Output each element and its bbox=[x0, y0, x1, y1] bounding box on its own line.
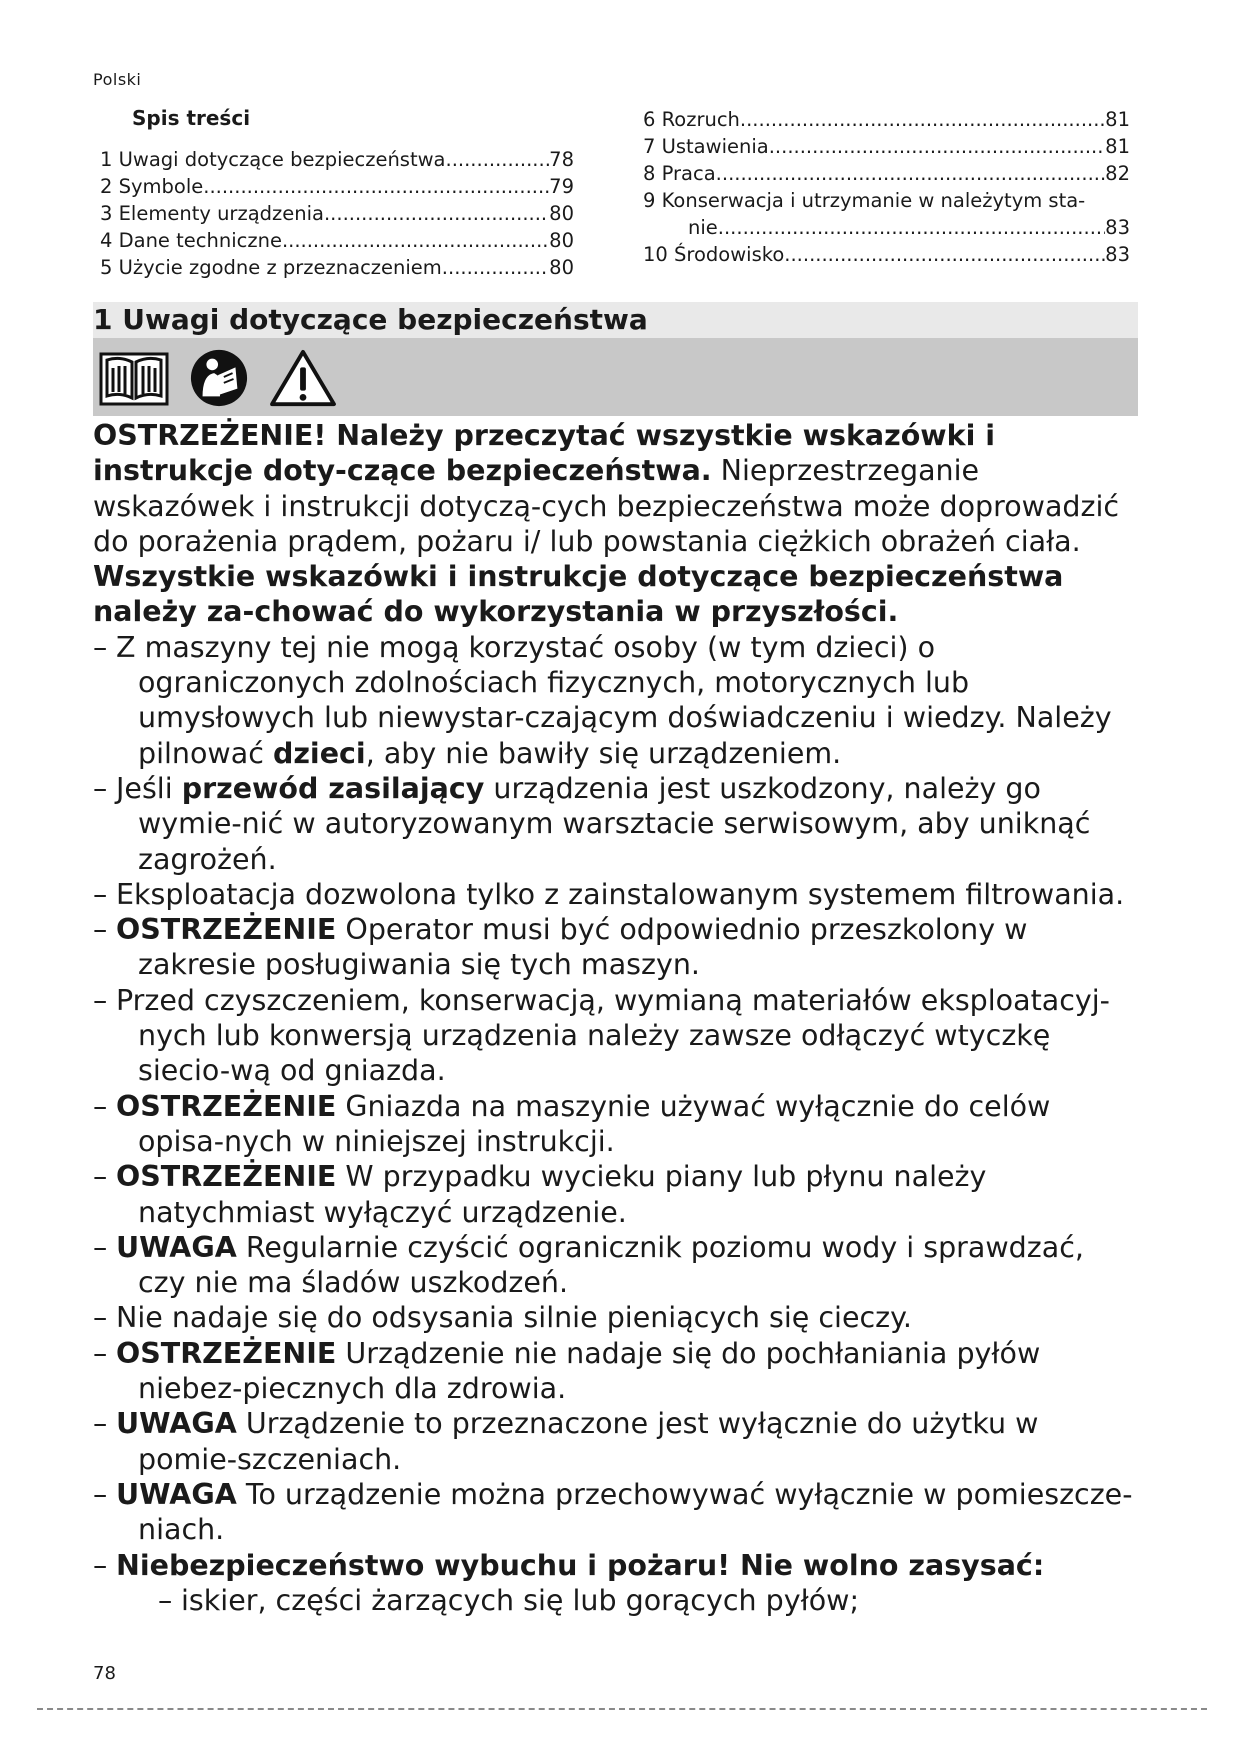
toc-entry[interactable]: 9 Konserwacja i utrzymanie w należytym sta- bbox=[643, 189, 1086, 212]
language-label: Polski bbox=[93, 70, 142, 89]
list-item: – OSTRZEŻENIE Urządzenie nie nadaje się do pochłaniania pyłów niebez-piecznych dla zdrowia. bbox=[93, 1336, 1041, 1406]
toc-entry[interactable]: 4 Dane techniczne ..... 80 bbox=[100, 227, 574, 254]
toc-title: Spis treści bbox=[132, 106, 251, 130]
list-item: – UWAGA To urządzenie można przechowywać wyłącznie w pomieszcze-niach. bbox=[93, 1477, 1133, 1547]
list-item: – Niebezpieczeństwo wybuchu i pożaru! Nie wolno zasysać: bbox=[93, 1548, 1045, 1582]
toc-right-column bbox=[643, 106, 1130, 268]
list-item: – OSTRZEŻENIE Operator musi być odpowiednio przeszkolony w zakresie posługiwania się tych maszyn. bbox=[93, 913, 1028, 982]
list-item: – OSTRZEŻENIE Gniazda na maszynie używać wyłącznie do celów opisa-nych w niniejszej instrukcji. bbox=[93, 1089, 1051, 1158]
list-item: – OSTRZEŻENIE W przypadku wycieku piany lub płynu należy natychmiast wyłączyć urządzenie. bbox=[93, 1160, 987, 1229]
warning-triangle-icon bbox=[268, 348, 338, 408]
list-item: – UWAGA Regularnie czyścić ogranicznik poziomu wody i sprawdzać, czy nie ma śladów uszkodzeń. bbox=[93, 1230, 1084, 1300]
toc-entry[interactable]: 1 Uwagi dotyczące bezpieczeństwa ..... 78 bbox=[100, 146, 574, 173]
keep-instructions-paragraph: Wszystkie wskazówki i instrukcje dotyczące bezpieczeństwa należy za-chować do wykorzystania w przyszłości. bbox=[93, 560, 1064, 629]
list-item: – Nie nadaje się do odsysania silnie pieniących się cieczy. bbox=[93, 1301, 912, 1335]
toc-entry[interactable]: nie ..... 83 bbox=[643, 214, 1130, 241]
section-title: 1 Uwagi dotyczące bezpieczeństwa bbox=[93, 303, 648, 336]
toc-left-column bbox=[100, 146, 574, 281]
list-item: – Jeśli przewód zasilający urządzenia jest uszkodzony, należy go wymie-nić w autoryzowanym warsztacie serwisowym, aby uniknąć zagrożeń. bbox=[93, 771, 1091, 876]
safety-instructions bbox=[93, 418, 1138, 1618]
toc-entry[interactable]: 2 Symbole ..... 79 bbox=[100, 173, 574, 200]
toc-entry[interactable]: 10 Środowisko ..... 83 bbox=[643, 241, 1130, 268]
manual-book-icon bbox=[98, 348, 170, 408]
toc-entry[interactable]: 6 Rozruch ..... 81 bbox=[643, 106, 1130, 133]
toc-entry[interactable]: 7 Ustawienia ..... 81 bbox=[643, 133, 1130, 160]
toc-entry[interactable]: 3 Elementy urządzenia ..... 80 bbox=[100, 200, 574, 227]
read-manual-icon bbox=[188, 348, 250, 408]
warning-paragraph: OSTRZEŻENIE! Należy przeczytać wszystkie wskazówki i instrukcje doty-czące bezpieczeństwa. Nieprzestrzeganie wskazówek i instrukcji dotyczą-cych bezpieczeństwa może doprowadzić do porażenia prądem, pożaru i/ lub powstania ciężkich obrażeń ciała. bbox=[93, 419, 1120, 558]
sub-list-item: – iskier, części żarzących się lub gorących pyłów; bbox=[158, 1583, 860, 1617]
list-item: – Z maszyny tej nie mogą korzystać osoby (w tym dzieci) o ograniczonych zdolnościach fizycznych, motorycznych lub umysłowych lub niewystar-czającym doświadczeniu i wiedzy. Należy pilnować dzieci, aby nie bawiły się urządzeniem. bbox=[93, 630, 1112, 770]
list-item: – Przed czyszczeniem, konserwacją, wymianą materiałów eksploatacyj-nych lub konwersją urządzenia należy zawsze odłączyć wtyczkę siecio-wą od gniazda. bbox=[93, 983, 1110, 1088]
page-number: 78 bbox=[93, 1663, 116, 1684]
toc-entry[interactable]: 5 Użycie zgodne z przeznaczeniem ..... 80 bbox=[100, 254, 574, 281]
list-item: – UWAGA Urządzenie to przeznaczone jest wyłącznie do użytku w pomie-szczeniach. bbox=[93, 1407, 1039, 1476]
list-item: – Eksploatacja dozwolona tylko z zainstalowanym systemem filtrowania. bbox=[93, 877, 1125, 911]
footer-divider bbox=[37, 1708, 1207, 1710]
toc-entry[interactable]: 8 Praca ..... 82 bbox=[643, 160, 1130, 187]
